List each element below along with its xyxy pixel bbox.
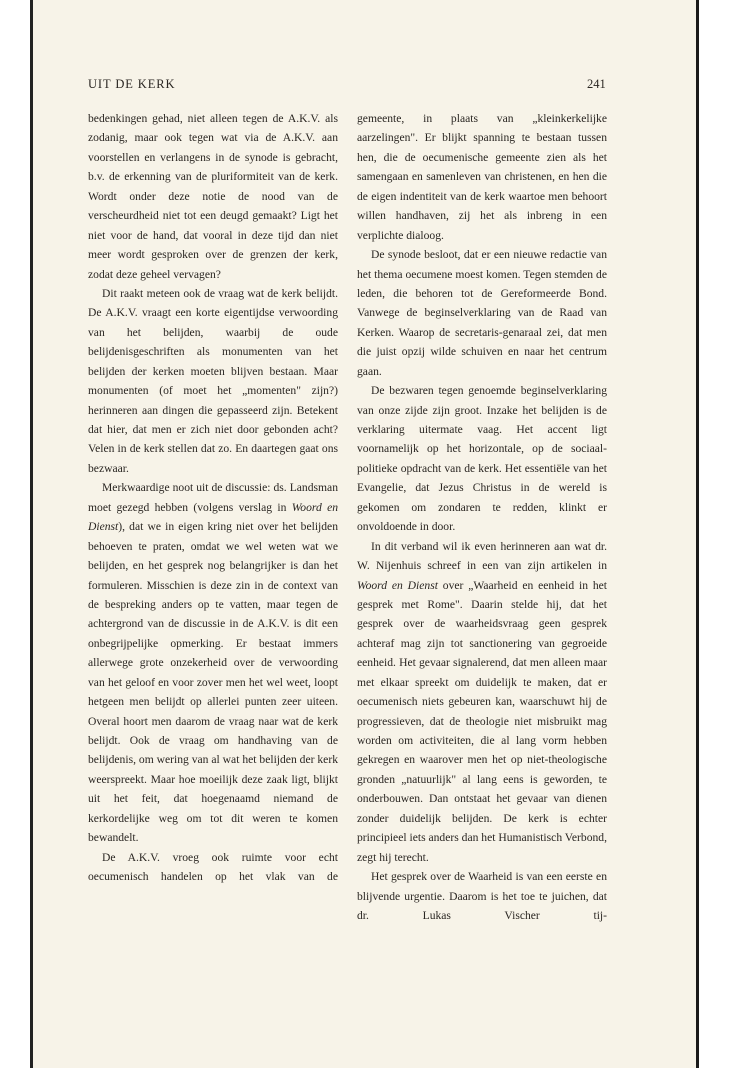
paragraph: gemeente, in plaats van „kleinkerkelijke aarzelingen". Er blijkt spanning te bestaan tussen hen, die de oecumenische gemeente zien als het samengaan en samenleven van christenen, en hen die de eigen indentiteit van de kerk waartoe men behoort willen handhaven, zij het als inbreng in een verplichte dialoog. <box>357 112 607 242</box>
paragraph-text: Merkwaardige noot uit de discussie: ds. Landsman moet gezegd hebben (volgens verslag in <box>88 481 338 514</box>
paragraph: Het gesprek over de Waarheid is van een eerste en blijvende urgentie. Daarom is het toe te juichen, dat dr. Lukas Vischer tij- <box>357 870 607 922</box>
paragraph <box>88 478 338 847</box>
paragraph: De synode besloot, dat er een nieuwe redactie van het thema oecumene moest komen. Tegen stemden de leden, die behoren tot de Gereformeerde Bond. Vanwege de beginselverklaring van de Raad van Kerken. Waarop de secretaris-genaraal zei, dat men die juist opzij wilde schuiven en naar het centrum gaan. <box>357 248 607 378</box>
paragraph-text: ), dat we in eigen kring niet over het belijden behoeven te praten, omdat we wel weten wat we belijden, en het gesprek nog belangrijker is dan het formuleren. Misschien is deze zin in de context van de bespreking anders op te vatten, maar tegen de achtergrond van de discussie in de A.K.V. is dit een onbegrijpelijke opmerking. Er bestaat immers allerwege grote onzekerheid over de verwoording van het geloof en voor zover men het wel weet, loopt hetgeen men belijdt op allerlei punten zeer uiteen. Overal hoort men daarom de vraag naar wat de kerk belijdt. Ook de vraag om handhaving van de belijdenis, om wering van al wat het belijden der kerk weerspreekt. Maar hoe moeilijk deze zaak ligt, blijkt uit het feit, dat hoegenaamd niemand de kerkordelijke weg om tot dit weren te komen bewandelt. <box>88 520 338 845</box>
paragraph: De bezwaren tegen genoemde beginselverklaring van onze zijde zijn groot. Inzake het belijden is de verklaring uitermate vaag. Het accent ligt voornamelijk op het horizontale, op de sociaal-politieke opdracht van de kerk. Het essentiële van het Evangelie, dat Jezus Christus in de wereld is gekomen om zondaren te redden, klinkt er onvoldoende in door. <box>357 384 607 534</box>
paragraph <box>357 537 607 867</box>
running-head: UIT DE KERK <box>88 77 176 91</box>
right-column <box>357 109 607 925</box>
scan-right-edge <box>696 0 699 1068</box>
left-column <box>88 109 338 887</box>
paragraph: bedenkingen gehad, niet alleen tegen de A.K.V. als zodanig, maar ook tegen wat via de A.K.V. aan voorstellen en verlangens in de synode is gebracht, b.v. de erkenning van de pluriformiteit van de kerk. Wordt onder deze notie de nood van de verscheurdheid niet tot een deugd gemaakt? Ligt het niet voor de hand, dat vooral in deze tijd dan niet meer wordt gesproken over de grenzen der kerk, zodat deze geheel vervagen? <box>88 112 338 281</box>
page-number: 241 <box>587 77 606 91</box>
paragraph: Dit raakt meteen ook de vraag wat de kerk belijdt. De A.K.V. vraagt een korte eigentijdse verwoording van het belijden, waarbij de oude belijdenisgeschriften als monumenten van het belijden der kerken moeten blijven bestaan. Maar monumenten (of moet het „momenten" zijn?) herinneren aan dingen die gepasseerd zijn. Betekent dat hier, dat men er zich niet door gebonden acht? Velen in de kerk stellen dat zo. En daartegen gaat ons bezwaar. <box>88 286 338 475</box>
publication-title: Woord en Dienst <box>357 578 438 592</box>
publication-title: Woord en Dienst <box>88 500 339 534</box>
paragraph-text: over „Waarheid en eenheid in het gesprek met Rome". Daarin stelde hij, dat het gesprek over de waarheidsvraag geen gesprek achteraf mag zijn tot sanctionering van gegroeide eenheid. Het gevaar signalerend, dat men alleen maar met elkaar spreekt om duidelijk te maken, dat er oecumenisch niets gebeuren kan, waarschuwt hij de progressieven, dat de theologie niet misbruikt mag worden om activiteiten, die al lang vorm hebben gekregen en waarover men het op niet-theologische gronden „natuurlijk" al lang eens is geworden, te onderbouwen. Dan ontstaat het gevaar van dienen zonder duidelijk belijden. De kerk is echter principieel iets anders dan het Humanistisch Verbond, zegt hij terecht. <box>357 578 607 864</box>
paragraph: De A.K.V. vroeg ook ruimte voor echt oecumenisch handelen op het vlak van de <box>88 850 338 884</box>
paragraph-text: In dit verband wil ik even herinneren aan wat dr. W. Nijenhuis schreef in een van zijn artikelen in <box>357 539 607 573</box>
